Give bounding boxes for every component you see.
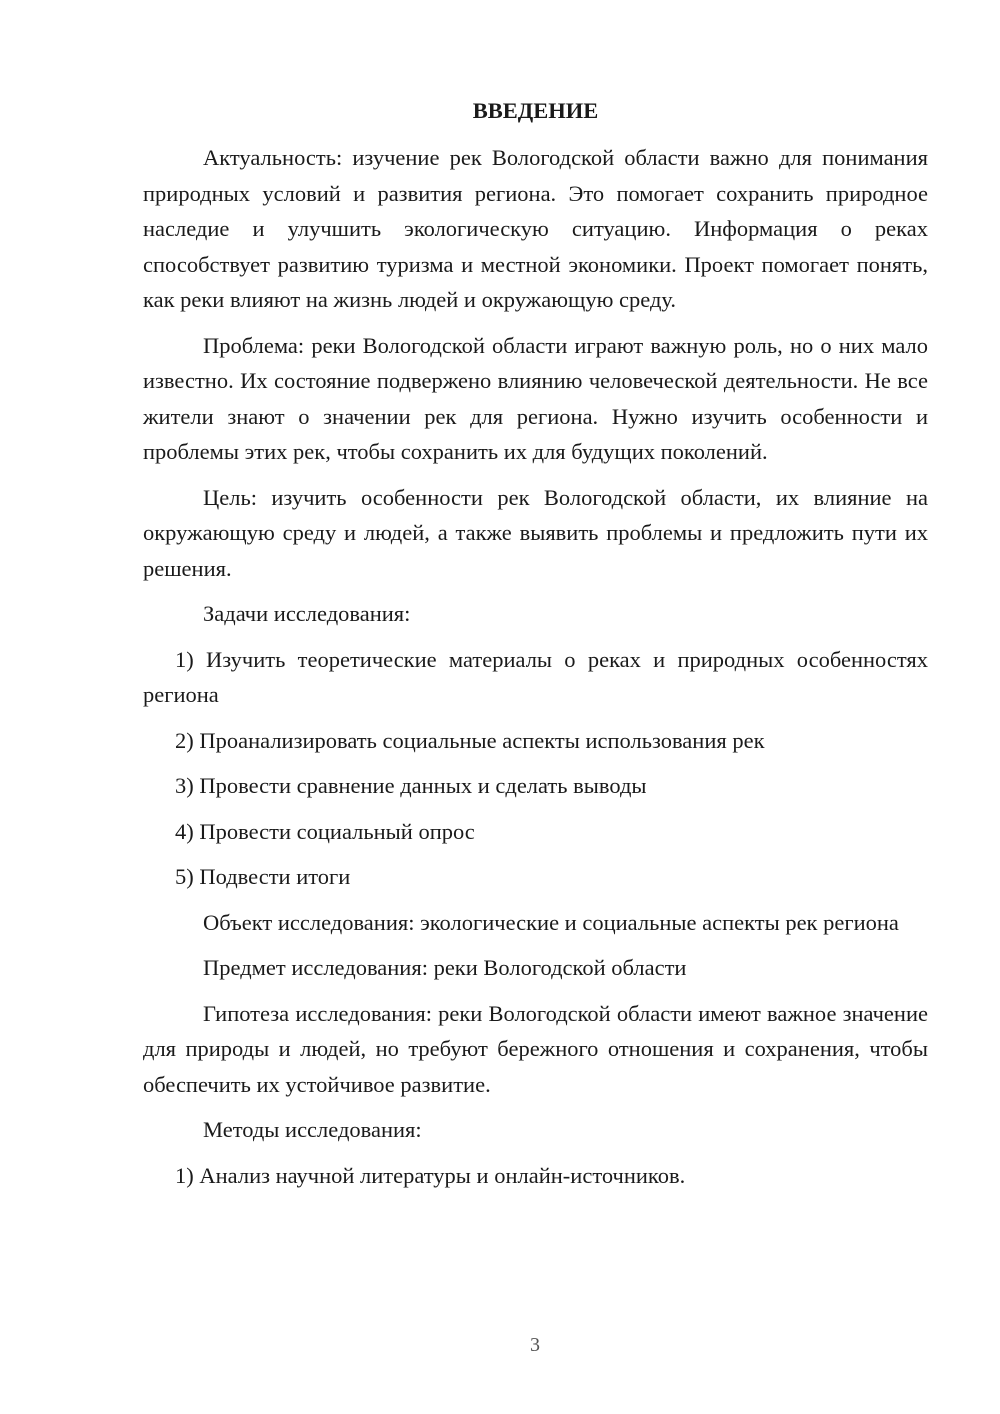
method-item-1: 1) Анализ научной литературы и онлайн-источников. [175, 1162, 686, 1188]
goal-paragraph: Цель: изучить особенности рек Вологодской области, их влияние на окружающую среду и людей, а также выявить проблемы и предложить пути их решения. [143, 484, 928, 581]
page-title: ВВЕДЕНИЕ [472, 98, 599, 123]
page-number: 3 [530, 1334, 540, 1356]
task-item-5: 5) Подвести итоги [175, 864, 351, 889]
problem-paragraph: Проблема: реки Вологодской области играют важную роль, но о них мало известно. Их состояние подвержено влиянию человеческой деятельности. Не все жители знают о значении рек для региона. Нужно изучить особенности и проблемы этих рек, чтобы сохранить их для будущих поколений. [143, 332, 928, 464]
document-page [143, 96, 928, 1203]
task-item-2: 2) Проанализировать социальные аспекты использования рек [175, 727, 765, 753]
tasks-heading: Задачи исследования: [203, 601, 411, 626]
hypothesis-paragraph: Гипотеза исследования: реки Вологодской области имеют важное значение для природы и людей, но требуют бережного отношения и сохранения, чтобы обеспечить их устойчивое развитие. [143, 1000, 928, 1097]
object-paragraph: Объект исследования: экологические и социальные аспекты рек региона [203, 909, 899, 935]
task-item-4: 4) Провести социальный опрос [175, 818, 475, 844]
relevance-paragraph: Актуальность: изучение рек Вологодской области важно для понимания природных условий и развития региона. Это помогает сохранить природное наследие и улучшить экологическую ситуацию. Информация о реках способствует развитию туризма и местной экономики. Проект помогает понять, как реки влияют на жизнь людей и окружающую среду. [143, 145, 928, 312]
subject-paragraph: Предмет исследования: реки Вологодской области [203, 955, 687, 980]
task-item-1: 1) Изучить теоретические материалы о реках и природных особенностях региона [143, 646, 928, 707]
methods-heading: Методы исследования: [203, 1117, 422, 1142]
task-item-3: 3) Провести сравнение данных и сделать выводы [175, 773, 647, 798]
